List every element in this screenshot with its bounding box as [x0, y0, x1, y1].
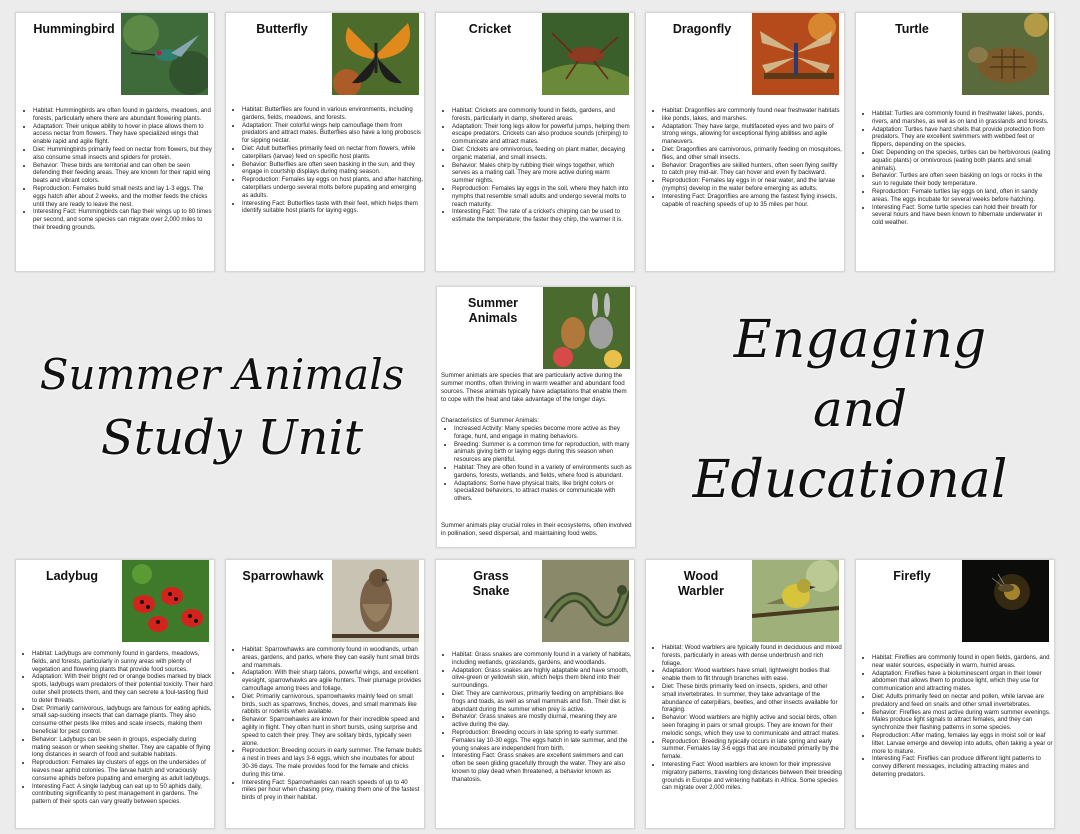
- characteristics-list: [443, 425, 633, 503]
- fact-item: • Reproduction: Breeding typically occurs in late spring and early summer. Females lay 3-6 eggs that are incubated primarily by the female.: [662, 738, 843, 761]
- card-title: Hummingbird: [33, 22, 115, 36]
- card-hummingbird: [15, 12, 215, 272]
- fact-item: • Adaptation: Their colorful wings help camouflage them from predators and attract mates. Butterflies also have a long proboscis for sipping nectar.: [242, 122, 423, 145]
- card-cricket: [435, 12, 635, 272]
- fact-item: • Reproduction: Females build small nests and lay 1-3 eggs. The eggs hatch after about 2 weeks, and the mother feeds the chicks until they are ready to leave the nest.: [33, 185, 214, 208]
- fact-list: [441, 107, 633, 224]
- card-title: Grass Snake: [472, 569, 510, 598]
- hummingbird-photo: [121, 13, 208, 95]
- fact-list: [651, 644, 843, 792]
- card-title: Ladybug: [45, 569, 99, 583]
- intro-text: Summer animals are species that are particularly active during the summer months, often thriving in warm weather and abundant food sources. These animals typically have adaptations that enable them to cope with the heat and take advantage of the longer days.: [441, 372, 627, 404]
- fact-item: • Breeding: Summer is a common time for reproduction, with many animals giving birth or laying eggs during this season when resources are plentiful.: [454, 441, 633, 464]
- fact-item: • Habitat: Wood warblers are typically found in deciduous and mixed forests, particularly in areas with dense underbrush and rich foliage.: [662, 644, 843, 667]
- fact-item: • Interesting Fact: Wood warblers are known for their impressive migratory patterns, traveling long distances between their breeding grounds in Europe and wintering habitats in Africa. Some species can migrate over 2,000 miles.: [662, 761, 843, 792]
- characteristics-heading: Characteristics of Summer Animals:: [441, 417, 539, 424]
- fact-item: • Adaptation: With their sharp talons, powerful wings, and excellent eyesight, sparrowhawks are agile hunters. Their plumage provides camouflage among trees and foliage.: [242, 669, 423, 692]
- fact-item: • Interesting Fact: A single ladybug can eat up to 50 aphids daily, contributing significantly to pest management in gardens. The pattern of their spots can vary greatly between species.: [32, 783, 213, 806]
- fact-item: • Interesting Fact: Dragonflies are among the fastest flying insects, capable of reaching speeds of up to 35 miles per hour.: [662, 193, 843, 209]
- fact-item: • Habitat: Butterflies are found in various environments, including gardens, fields, meadows, and forests.: [242, 106, 423, 122]
- fact-list: [861, 110, 1053, 227]
- summer-animals-photo: [543, 287, 630, 369]
- dragonfly-photo: [752, 13, 839, 95]
- fact-list: [231, 106, 423, 215]
- fact-item: • Diet: Depending on the species, turtles can be herbivorous (eating aquatic plants) or omnivorous (eating both plants and small animals).: [872, 149, 1053, 172]
- card-wood-warbler: [645, 559, 845, 829]
- fact-item: • Behavior: These birds are territorial and can often be seen defending their feeding areas. They are known for their rapid wing beats and vibrant colors.: [33, 162, 214, 185]
- fact-item: • Adaptation: With their bright red or orange bodies marked by black spots, ladybugs warn predators of their potential toxicity. Their hard outer shell protects them, and they can secrete a foul-tasting fluid to deter threats.: [32, 673, 213, 704]
- fact-item: • Diet: Primarily carnivorous, ladybugs are famous for eating aphids, small sap-sucking insects that can damage plants. They also consume other pests like mites and scale insects, making them beneficial for pest control.: [32, 705, 213, 736]
- fact-item: • Increased Activity: Many species become more active as they forage, hunt, and engage in mating behaviors.: [454, 425, 633, 441]
- butterfly-photo: [332, 13, 419, 95]
- fact-item: • Behavior: Males chirp by rubbing their wings together, which serves as a mating call. They are more active during warm summer nights.: [452, 162, 633, 185]
- fact-list: [21, 650, 213, 806]
- fact-item: • Reproduction: Females lay eggs on host plants, and after hatching, caterpillars undergo several molts before pupating and emerging as adults.: [242, 176, 423, 199]
- fact-item: • Adaptation: Their long legs allow for powerful jumps, helping them escape predators. Crickets can also produce sounds (chirping) to communicate and attract mates.: [452, 123, 633, 146]
- headline-left-line1: Summer Animals: [39, 350, 405, 399]
- fact-item: • Diet: Adult butterflies primarily feed on nectar from flowers, while caterpillars (larvae) feed on specific host plants.: [242, 145, 423, 161]
- fact-item: • Interesting Fact: Hummingbirds can flap their wings up to 80 times per second, and some species can migrate over 2,000 miles to their breeding grounds.: [33, 208, 214, 231]
- card-sparrowhawk: [225, 559, 425, 829]
- fact-item: • Interesting Fact: Some turtle species can hold their breath for several hours and have been known to hibernate underwater in cold weather.: [872, 204, 1053, 227]
- fact-item: • Diet: They are carnivorous, primarily feeding on amphibians like frogs and toads, as well as small mammals and fish. Their diet is abundant during the summer when prey is active.: [452, 690, 633, 713]
- fact-item: • Diet: Primarily carnivorous, sparrowhawks mainly feed on small birds, such as sparrows, finches, doves, and small mammals like rabbits or rodents when available.: [242, 693, 423, 716]
- fact-item: • Reproduction: Females lay eggs in or near water, and the larvae (nymphs) develop in the water before emerging as adults.: [662, 177, 843, 193]
- card-grass-snake: [435, 559, 635, 829]
- headline-right-line3: Educational: [692, 450, 1008, 510]
- wood-warbler-photo: [752, 560, 839, 642]
- cricket-photo: [542, 13, 629, 95]
- fact-item: • Reproduction: Females lay eggs in the soil, where they hatch into nymphs that resemble small adults and undergo several molts to reach maturity.: [452, 185, 633, 208]
- fact-item: • Behavior: Dragonflies are skilled hunters, often seen flying swiftly to catch prey mid-air. They can hover and even fly backward.: [662, 162, 843, 178]
- fact-item: • Adaptation: Their unique ability to hover in place allows them to access nectar from flowers. They have specialized wings that enable rapid and agile flight.: [33, 123, 214, 146]
- fact-list: [22, 107, 214, 232]
- fact-item: • Interesting Fact: The rate of a cricket's chirping can be used to estimate the temperature; the faster they chirp, the warmer it is.: [452, 208, 633, 224]
- fact-item: • Diet: Adults primarily feed on nectar and pollen, while larvae are predatory and feed on snails and other small invertebrates.: [872, 693, 1053, 709]
- fact-item: • Adaptations: Some have physical traits, like bright colors or specialized behaviors, to attract mates or communicate with others.: [454, 480, 633, 503]
- card-title: Turtle: [895, 22, 929, 36]
- fact-item: • Habitat: Sparrowhawks are commonly found in woodlands, urban areas, gardens, and parks, where they can easily hunt small birds and mammals.: [242, 646, 423, 669]
- fact-item: • Habitat: Turtles are commonly found in freshwater lakes, ponds, rivers, and marshes, as well as on land in grasslands and forests.: [872, 110, 1053, 126]
- fact-item: • Interesting Fact: Fireflies can produce different light patterns to convey different messages, including attracting mates and deterring predators.: [872, 755, 1053, 778]
- fact-item: • Reproduction: Breeding occurs in late spring to early summer. Females lay 10-30 eggs. The eggs hatch in late summer, and the young snakes are independent from birth.: [452, 729, 633, 752]
- fact-item: • Behavior: Grass snakes are mostly diurnal, meaning they are active during the day.: [452, 713, 633, 729]
- fact-item: • Adaptation: They have large, multifaceted eyes and two pairs of strong wings, allowing for exceptional flying abilities and agile maneuvers.: [662, 123, 843, 146]
- headline-left-line2: Study Unit: [100, 410, 364, 466]
- card-dragonfly: [645, 12, 845, 272]
- fact-item: • Adaptation: Wood warblers have small, lightweight bodies that enable them to flit through branches with ease.: [662, 667, 843, 683]
- fact-list: [861, 654, 1053, 779]
- fact-item: • Reproduction: Females lay clusters of eggs on the undersides of leaves near aphid colonies. The larvae hatch and voraciously consume aphids before pupating and emerging as adult ladybugs.: [32, 759, 213, 782]
- turtle-photo: [962, 13, 1049, 95]
- card-turtle: [855, 12, 1055, 272]
- fact-item: • Habitat: Fireflies are commonly found in open fields, gardens, and near water sources, especially in warm, humid areas.: [872, 654, 1053, 670]
- fact-item: • Diet: Hummingbirds primarily feed on nectar from flowers, but they also consume small insects and spiders for protein.: [33, 146, 214, 162]
- fact-item: • Behavior: Turtles are often seen basking on logs or rocks in the sun to regulate their body temperature.: [872, 172, 1053, 188]
- fact-item: • Diet: Crickets are omnivorous, feeding on plant matter, decaying organic material, and small insects.: [452, 146, 633, 162]
- fact-list: [231, 646, 423, 802]
- card-summer-animals: [436, 286, 636, 548]
- fact-list: [651, 107, 843, 208]
- fact-item: • Behavior: Butterflies are often seen basking in the sun, and they engage in courtship displays during mating season.: [242, 161, 423, 177]
- outro-text: Summer animals play crucial roles in their ecosystems, often involved in pollination, seed dispersal, and maintaining food webs.: [441, 522, 632, 538]
- fact-item: • Reproduction: Breeding occurs in early summer. The female builds a nest in trees and lays 3-6 eggs, which she incubates for about 30-36 days. The male provides food for the female and chicks during this time.: [242, 747, 423, 778]
- fact-item: • Interesting Fact: Sparrowhawks can reach speeds of up to 40 miles per hour when chasing prey, making them one of the fastest birds of prey in their habitat.: [242, 779, 423, 802]
- sparrowhawk-photo: [332, 560, 419, 642]
- card-title: Butterfly: [256, 22, 308, 36]
- card-butterfly: [225, 12, 425, 272]
- card-title: Summer Animals: [467, 296, 519, 325]
- card-title: Firefly: [893, 569, 931, 583]
- fact-item: • Diet: Dragonflies are carnivorous, primarily feeding on mosquitoes, flies, and other small insects.: [662, 146, 843, 162]
- fact-item: • Reproduction: After mating, females lay eggs in moist soil or leaf litter. Larvae emerge and develop into adults, often taking a year or more to mature.: [872, 732, 1053, 755]
- fact-item: • Behavior: Wood warblers are highly active and social birds, often seen foraging in pairs or small groups. They are known for their melodic songs, which they use to communicate and attract mates.: [662, 714, 843, 737]
- card-ladybug: [15, 559, 215, 829]
- fact-item: • Adaptation: Grass snakes are highly adaptable and have smooth, olive-green or yellowish skin, which helps them blend into their surroundings.: [452, 667, 633, 690]
- fact-list: [441, 651, 633, 784]
- grass-snake-photo: [542, 560, 629, 642]
- fact-item: • Behavior: Sparrowhawks are known for their incredible speed and agility in flight. They often hunt in short bursts, using surprise and speed to catch their prey. They are solitary birds, typically seen alone.: [242, 716, 423, 747]
- fact-item: • Behavior: Ladybugs can be seen in groups, especially during mating season or when seeking shelter. They are capable of flying long distances in search of food and suitable habitats.: [32, 736, 213, 759]
- fact-item: • Interesting Fact: Grass snakes are excellent swimmers and can often be seen gliding gracefully through the water. They are also known to play dead when threatened, a behavior known as thanatosis.: [452, 752, 633, 783]
- fact-item: • Habitat: They are often found in a variety of environments such as gardens, forests, wetlands, and fields, where food is abundant.: [454, 464, 633, 480]
- fact-item: • Habitat: Crickets are commonly found in fields, gardens, and forests, particularly in damp, sheltered areas.: [452, 107, 633, 123]
- fact-item: • Diet: These birds primarily feed on insects, spiders, and other small invertebrates. In summer, they take advantage of the abundance of caterpillars, beetles, and other insects available for foraging.: [662, 683, 843, 714]
- fact-item: • Adaptation: Turtles have hard shells that provide protection from predators. They are excellent swimmers with webbed feet or flippers, depending on the species.: [872, 126, 1053, 149]
- card-title: Sparrowhawk: [242, 569, 324, 583]
- headline-right-line2: and: [812, 380, 908, 438]
- fact-item: • Reproduction: Female turtles lay eggs on land, often in sandy areas. The eggs incubate for several weeks before hatching.: [872, 188, 1053, 204]
- fact-item: • Adaptation: Fireflies have a bioluminescent organ in their lower abdomen that allows them to produce light, which they use for communication and attracting mates.: [872, 670, 1053, 693]
- fact-item: • Habitat: Dragonflies are commonly found near freshwater habitats like ponds, lakes, and marshes.: [662, 107, 843, 123]
- ladybug-photo: [122, 560, 209, 642]
- fact-item: • Habitat: Grass snakes are commonly found in a variety of habitats, including wetlands, grasslands, gardens, and woodlands.: [452, 651, 633, 667]
- card-title: Dragonfly: [672, 22, 732, 36]
- card-title: Cricket: [468, 22, 512, 36]
- fact-item: • Habitat: Ladybugs are commonly found in gardens, meadows, fields, and forests, particularly in sunny areas with plenty of vegetation and flowering plants that provide food sources.: [32, 650, 213, 673]
- fact-item: • Interesting Fact: Butterflies taste with their feet, which helps them identify suitable host plants for laying eggs.: [242, 200, 423, 216]
- fact-item: • Behavior: Fireflies are most active during warm summer evenings. Males produce light signals to attract females, and they can synchronize their flashing patterns in some species.: [872, 709, 1053, 732]
- firefly-photo: [962, 560, 1049, 642]
- headline-right-line1: Engaging: [733, 310, 987, 370]
- card-title: Wood Warbler: [677, 569, 725, 598]
- card-firefly: [855, 559, 1055, 829]
- fact-item: • Habitat: Hummingbirds are often found in gardens, meadows, and forests, particularly where there are abundant flowering plants.: [33, 107, 214, 123]
